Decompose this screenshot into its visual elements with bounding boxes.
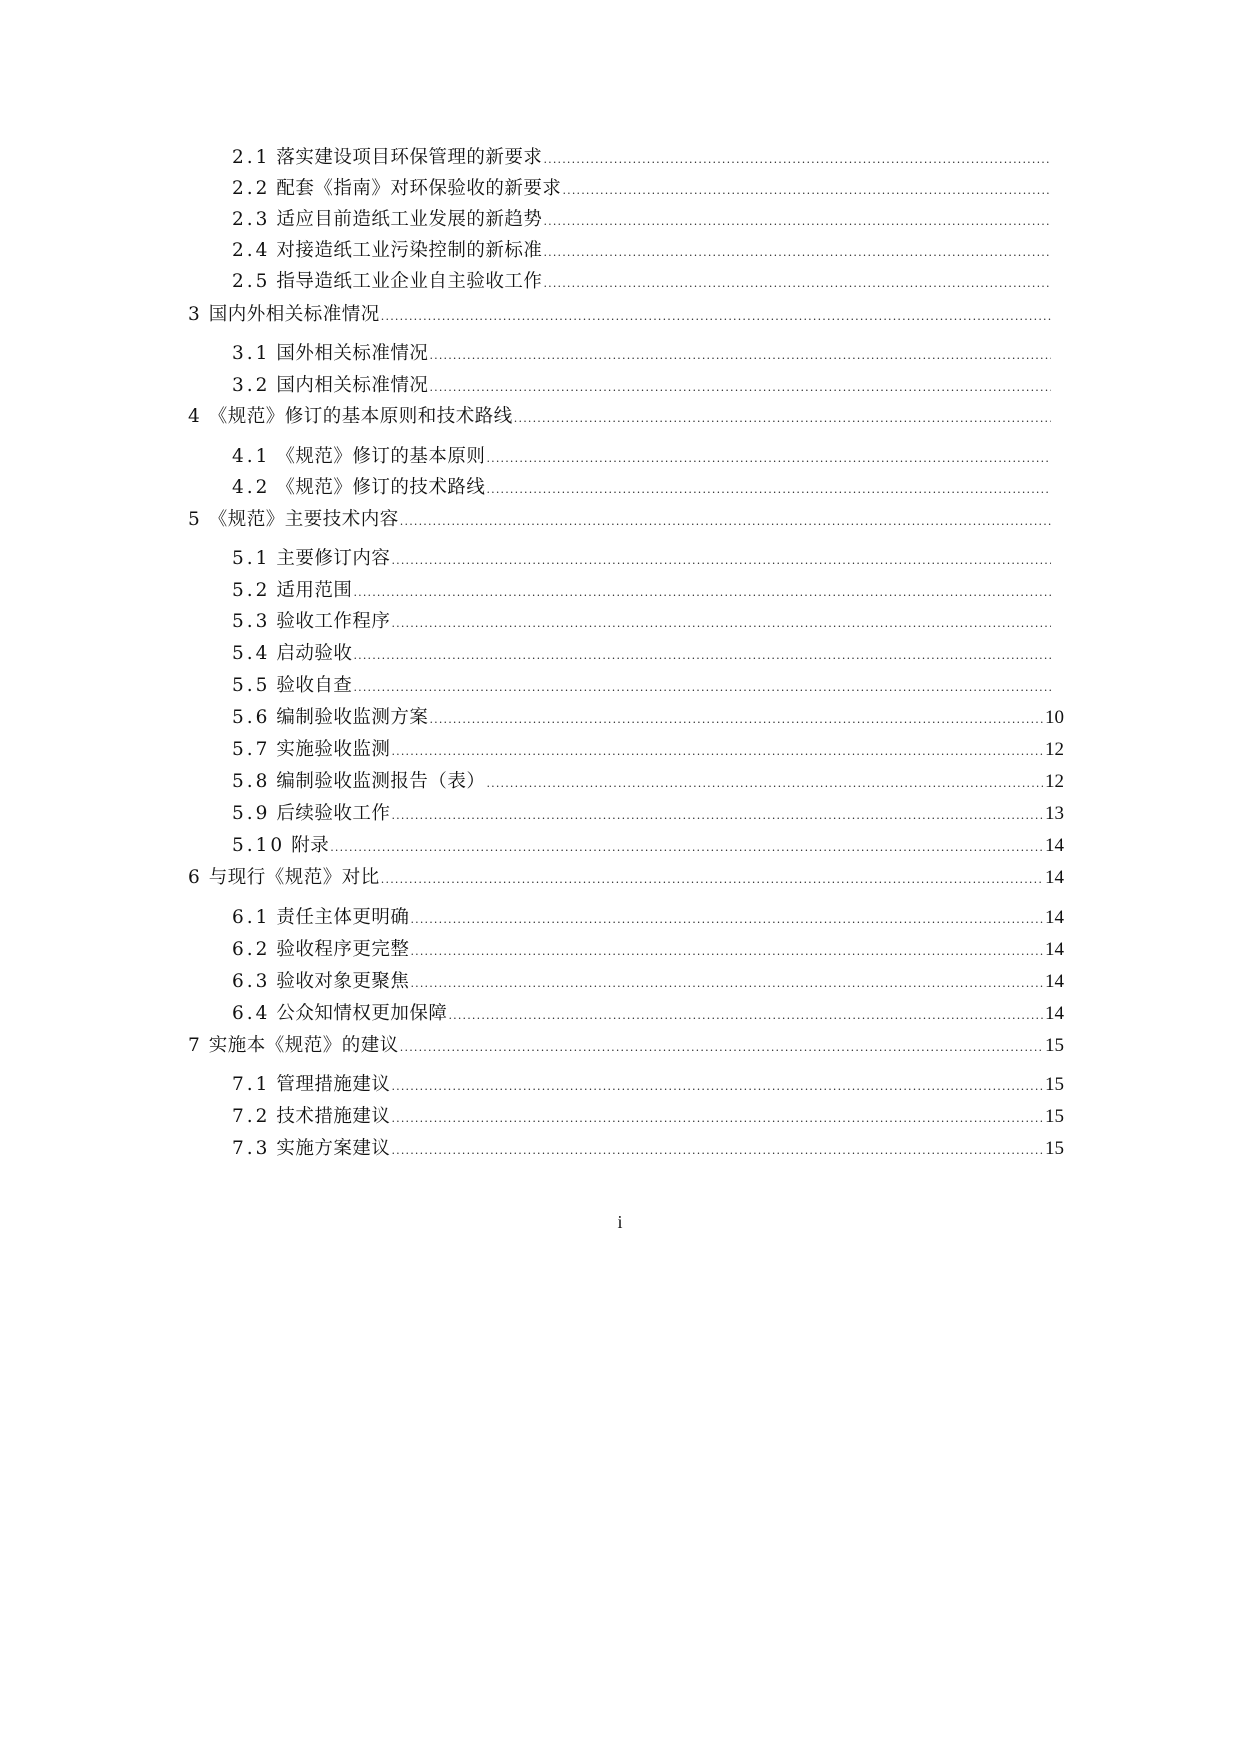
toc-entry-5-7[interactable] (232, 735, 1064, 765)
toc-entry-number: 5 (188, 509, 203, 530)
dot-leader (391, 737, 1043, 767)
toc-entry-3[interactable] (188, 300, 1051, 330)
dot-leader (543, 145, 1051, 175)
toc-entry-title: 验收对象更聚焦 (276, 971, 410, 992)
toc-entry-title: 《规范》修订的技术路线 (276, 477, 486, 498)
toc-entry-title: 指导造纸工业企业自主验收工作 (276, 271, 543, 292)
dot-leader (391, 801, 1043, 831)
toc-entry-2-5[interactable] (232, 267, 1051, 297)
dot-leader (429, 705, 1043, 735)
toc-entry-number: 5.1 (232, 548, 271, 569)
toc-entry-2-1[interactable] (232, 143, 1051, 173)
dot-leader (353, 673, 1051, 703)
toc-entry-title: 国内外相关标准情况 (208, 304, 380, 325)
toc-entry-5-10[interactable] (232, 831, 1064, 861)
toc-entry-page: 14 (1045, 867, 1064, 888)
toc-entry-5-9[interactable] (232, 799, 1064, 829)
toc-entry-number: 5.6 (232, 707, 271, 728)
dot-leader (410, 905, 1043, 935)
toc-entry-6[interactable] (188, 863, 1064, 893)
toc-entry-4[interactable] (188, 402, 1051, 432)
dot-leader (448, 1001, 1043, 1031)
toc-entry-number: 6.3 (232, 971, 271, 992)
page-number: i (617, 1212, 623, 1232)
toc-entry-title: 实施方案建议 (276, 1138, 391, 1159)
toc-entry-number: 5.3 (232, 611, 271, 632)
dot-leader (562, 176, 1051, 206)
toc-entry-5-5[interactable] (232, 671, 1051, 701)
toc-entry-number: 4.2 (232, 477, 271, 498)
toc-entry-number: 5.7 (232, 739, 271, 760)
toc-entry-5[interactable] (188, 505, 1051, 535)
toc-entry-4-1[interactable] (232, 442, 1051, 472)
toc-entry-6-2[interactable] (232, 935, 1064, 965)
toc-entry-number: 5.4 (232, 643, 271, 664)
toc-entry-title: 适用范围 (276, 580, 353, 601)
dot-leader (410, 937, 1043, 967)
toc-entry-page: 14 (1045, 971, 1064, 992)
toc-entry-5-1[interactable] (232, 544, 1051, 574)
toc-entry-5-6[interactable] (232, 703, 1064, 733)
toc-entry-title: 配套《指南》对环保验收的新要求 (276, 178, 562, 199)
toc-entry-number: 5.10 (232, 835, 286, 856)
toc-entry-number: 2.2 (232, 178, 271, 199)
toc-entry-7[interactable] (188, 1031, 1064, 1061)
toc-entry-page: 13 (1045, 803, 1064, 824)
dot-leader (543, 238, 1051, 268)
dot-leader (400, 1033, 1043, 1063)
dot-leader (410, 969, 1043, 999)
toc-entry-page: 14 (1045, 939, 1064, 960)
toc-entry-page: 14 (1045, 1003, 1064, 1024)
toc-entry-title: 《规范》修订的基本原则和技术路线 (208, 406, 513, 427)
toc-entry-6-4[interactable] (232, 999, 1064, 1029)
toc-entry-number: 4 (188, 406, 203, 427)
toc-entry-number: 7.2 (232, 1106, 271, 1127)
dot-leader (391, 609, 1051, 639)
toc-entry-title: 实施验收监测 (276, 739, 391, 760)
toc-entry-number: 2.4 (232, 240, 271, 261)
toc-entry-number: 7.1 (232, 1074, 271, 1095)
toc-entry-title: 验收工作程序 (276, 611, 391, 632)
toc-entry-title: 验收自查 (276, 675, 353, 696)
toc-entry-title: 《规范》修订的基本原则 (276, 446, 486, 467)
toc-entry-4-2[interactable] (232, 473, 1051, 503)
dot-leader (429, 373, 1051, 403)
toc-entry-number: 5.9 (232, 803, 271, 824)
toc-entry-title: 主要修订内容 (276, 548, 391, 569)
toc-entry-title: 后续验收工作 (276, 803, 391, 824)
toc-entry-3-1[interactable] (232, 339, 1051, 369)
toc-entry-number: 6.4 (232, 1003, 271, 1024)
toc-entry-6-3[interactable] (232, 967, 1064, 997)
toc-entry-7-3[interactable] (232, 1134, 1064, 1164)
toc-entry-number: 2.3 (232, 209, 271, 230)
toc-entry-title: 编制验收监测报告（表） (276, 771, 486, 792)
toc-entry-title: 落实建设项目环保管理的新要求 (276, 147, 543, 168)
toc-entry-title: 技术措施建议 (276, 1106, 391, 1127)
toc-entry-number: 3.2 (232, 375, 271, 396)
toc-entry-page: 15 (1045, 1138, 1064, 1159)
toc-entry-number: 6.2 (232, 939, 271, 960)
dot-leader (330, 833, 1043, 863)
toc-entry-title: 国外相关标准情况 (276, 343, 429, 364)
dot-leader (400, 507, 1051, 537)
toc-entry-title: 与现行《规范》对比 (208, 867, 380, 888)
toc-entry-title: 责任主体更明确 (276, 907, 410, 928)
toc-entry-number: 2.5 (232, 271, 271, 292)
dot-leader (543, 269, 1051, 299)
toc-entry-title: 适应目前造纸工业发展的新趋势 (276, 209, 543, 230)
toc-entry-page: 15 (1045, 1106, 1064, 1127)
toc-entry-5-4[interactable] (232, 639, 1051, 669)
toc-entry-title: 《规范》主要技术内容 (208, 509, 399, 530)
dot-leader (391, 546, 1051, 576)
dot-leader (543, 207, 1051, 237)
toc-entry-title: 实施本《规范》的建议 (208, 1035, 399, 1056)
toc-entry-number: 2.1 (232, 147, 271, 168)
toc-entry-2-3[interactable] (232, 205, 1051, 235)
toc-entry-5-2[interactable] (232, 576, 1051, 606)
toc-entry-number: 6.1 (232, 907, 271, 928)
toc-entry-number: 5.2 (232, 580, 271, 601)
dot-leader (486, 475, 1051, 505)
toc-entry-5-8[interactable] (232, 767, 1064, 797)
dot-leader (391, 1072, 1043, 1102)
toc-entry-page: 12 (1045, 739, 1064, 760)
toc-entry-number: 5.8 (232, 771, 271, 792)
dot-leader (353, 641, 1051, 671)
dot-leader (486, 769, 1043, 799)
toc-entry-7-1[interactable] (232, 1070, 1064, 1100)
toc-entry-page: 14 (1045, 907, 1064, 928)
toc-entry-3-2[interactable] (232, 371, 1051, 401)
dot-leader (381, 865, 1043, 895)
toc-entry-title: 国内相关标准情况 (276, 375, 429, 396)
toc-entry-title: 附录 (291, 835, 330, 856)
toc-entry-page: 15 (1045, 1074, 1064, 1095)
toc-entry-title: 管理措施建议 (276, 1074, 391, 1095)
dot-leader (381, 302, 1051, 332)
toc-entry-number: 4.1 (232, 446, 271, 467)
toc-entry-5-3[interactable] (232, 607, 1051, 637)
toc-entry-page: 15 (1045, 1035, 1064, 1056)
toc-entry-title: 编制验收监测方案 (276, 707, 429, 728)
toc-entry-number: 7 (188, 1035, 203, 1056)
dot-leader (486, 444, 1051, 474)
toc-entry-title: 对接造纸工业污染控制的新标准 (276, 240, 543, 261)
toc-entry-number: 7.3 (232, 1138, 271, 1159)
dot-leader (429, 341, 1051, 371)
dot-leader (391, 1136, 1043, 1166)
toc-entry-7-2[interactable] (232, 1102, 1064, 1132)
toc-entry-number: 3.1 (232, 343, 271, 364)
toc-entry-page: 10 (1045, 707, 1064, 728)
toc-entry-2-4[interactable] (232, 236, 1051, 266)
toc-entry-page: 14 (1045, 835, 1064, 856)
toc-entry-title: 验收程序更完整 (276, 939, 410, 960)
toc-entry-title: 公众知情权更加保障 (276, 1003, 448, 1024)
dot-leader (514, 404, 1051, 434)
toc-entry-page: 12 (1045, 771, 1064, 792)
dot-leader (353, 578, 1051, 608)
toc-entry-number: 6 (188, 867, 203, 888)
toc-entry-number: 3 (188, 304, 203, 325)
toc-entry-2-2[interactable] (232, 174, 1051, 204)
toc-entry-title: 启动验收 (276, 643, 353, 664)
dot-leader (391, 1104, 1043, 1134)
toc-entry-6-1[interactable] (232, 903, 1064, 933)
toc-entry-number: 5.5 (232, 675, 271, 696)
